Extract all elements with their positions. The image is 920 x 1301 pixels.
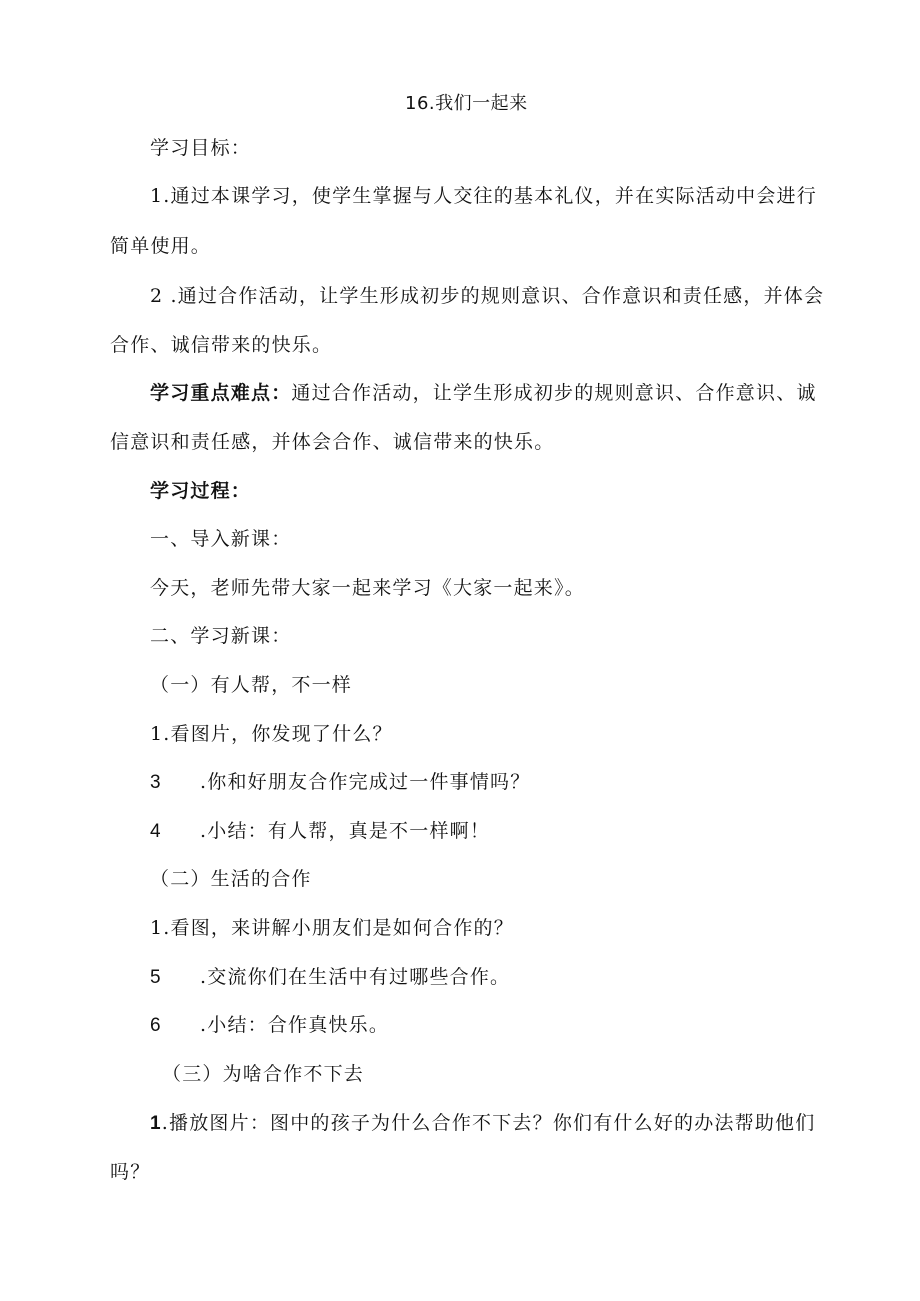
- key-points-line-2: 信意识和责任感，并体会合作、诚信带来的快乐。: [110, 431, 555, 453]
- part-2-heading: 二、学习新课：: [150, 625, 292, 647]
- item-number: 1: [150, 1113, 162, 1134]
- goal-2-line-2: 合作、诚信带来的快乐。: [110, 334, 333, 356]
- section-1-item-1: 1.看图片，你发现了什么？: [150, 723, 393, 745]
- section-2-item-3: [150, 1013, 389, 1038]
- process-heading: 学习过程：: [150, 480, 252, 502]
- key-points-line-1: [150, 381, 817, 405]
- key-points-text: 通过合作活动，让学生形成初步的规则意识、合作意识、诚: [291, 382, 817, 404]
- item-text: .你和好朋友合作完成过一件事情吗？: [200, 771, 531, 793]
- item-number: 3: [150, 772, 162, 793]
- item-number: 4: [150, 821, 162, 842]
- section-1-item-3: [150, 819, 490, 844]
- section-3-heading: （三）为啥合作不下去: [162, 1063, 365, 1085]
- item-text: .小结：合作真快乐。: [200, 1014, 390, 1036]
- item-text: .小结：有人帮，真是不一样啊！: [200, 820, 491, 842]
- goal-2-line-1: 2 .通过合作活动，让学生形成初步的规则意识、合作意识和责任感，并体会: [150, 285, 825, 307]
- section-2-item-1: 1.看图，来讲解小朋友们是如何合作的？: [150, 917, 514, 939]
- section-1-heading: （一）有人帮，不一样: [150, 674, 353, 696]
- item-number: 5: [150, 967, 162, 988]
- section-3-item-1-line-2: 吗？: [110, 1161, 151, 1183]
- goals-heading: 学习目标：: [150, 137, 252, 159]
- item-text: .交流你们在生活中有过哪些合作。: [200, 966, 511, 988]
- goal-1-line-2: 简单使用。: [110, 235, 212, 257]
- section-2-heading: （二）生活的合作: [150, 868, 312, 890]
- item-text: .播放图片：图中的孩子为什么合作不下去？你们有什么好的办法帮助他们: [161, 1112, 816, 1134]
- item-number: 6: [150, 1015, 162, 1036]
- section-3-item-1-line-1: [150, 1111, 815, 1136]
- section-1-item-2: [150, 770, 530, 795]
- key-points-label: 学习重点难点：: [150, 382, 292, 404]
- section-2-item-2: [150, 965, 510, 990]
- part-1-text: 今天，老师先带大家一起来学习《大家一起来》。: [150, 577, 585, 599]
- goal-1-line-1: 1.通过本课学习，使学生掌握与人交往的基本礼仪，并在实际活动中会进行: [150, 185, 817, 207]
- part-1-heading: 一、导入新课：: [150, 528, 292, 550]
- document-title: 16.我们一起来: [405, 93, 528, 114]
